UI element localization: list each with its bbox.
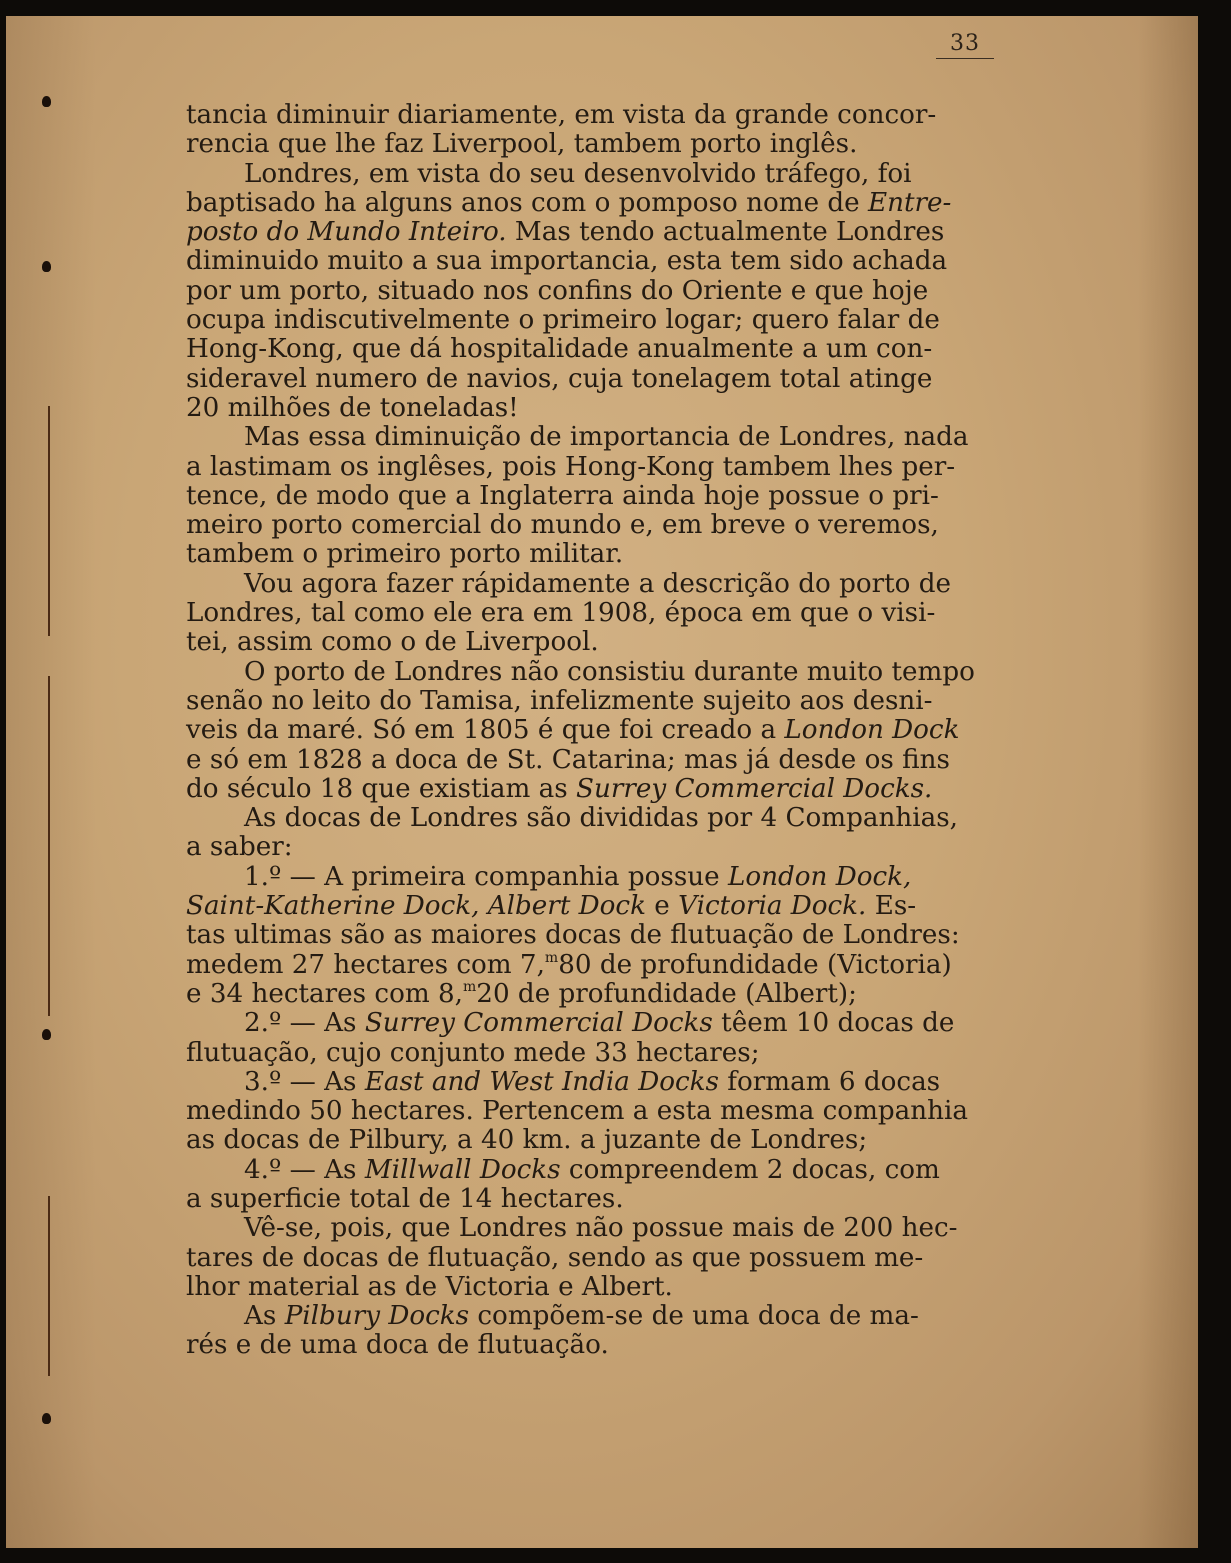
text-line: Hong-Kong, que dá hospitalidade anualmente a um con-: [186, 334, 933, 365]
text-line: Saint-Katherine Dock, Albert Dock e Victoria Dock. Es-: [186, 891, 917, 922]
text-line: meiro porto comercial do mundo e, em breve o veremos,: [186, 510, 939, 541]
binding-thread: [48, 1196, 50, 1376]
text-line: as docas de Pilbury, a 40 km. a juzante de Londres;: [186, 1125, 868, 1156]
page-number: 33: [936, 31, 994, 59]
text-line: flutuação, cujo conjunto mede 33 hectares;: [186, 1037, 760, 1068]
text-line: 2.º — As Surrey Commercial Docks têem 10 docas de: [244, 1008, 955, 1039]
text-line: As Pilbury Docks compõem-se de uma doca de ma-: [244, 1301, 919, 1332]
text-line: Vou agora fazer rápidamente a descrição do porto de: [244, 568, 952, 599]
binding-thread: [48, 676, 50, 1016]
text-line: a lastimam os inglêses, pois Hong-Kong tambem lhes per-: [186, 451, 956, 482]
text-line: senão no leito do Tamisa, infelizmente sujeito aos desni-: [186, 685, 933, 716]
text-line: e 34 hectares com 8,$^m$20 de profundidade (Albert);: [186, 978, 857, 1009]
page-right-shadow: [1138, 16, 1198, 1548]
body-text: [186, 101, 994, 1361]
page-left-shadow: [6, 16, 96, 1548]
binding-pin: [42, 261, 51, 272]
book-page: [6, 16, 1198, 1548]
text-line: As docas de Londres são divididas por 4 Companhias,: [244, 803, 958, 834]
text-line: a superficie total de 14 hectares.: [186, 1183, 624, 1214]
text-line: rencia que lhe faz Liverpool, tambem porto inglês.: [186, 129, 858, 160]
binding-pin: [42, 96, 51, 107]
text-line: e só em 1828 a doca de St. Catarina; mas já desde os fins: [186, 744, 950, 775]
text-line: O porto de Londres não consistiu durante muito tempo: [244, 656, 975, 687]
text-line: por um porto, situado nos confins do Oriente e que hoje: [186, 275, 929, 306]
text-line: ocupa indiscutivelmente o primeiro logar; quero falar de: [186, 305, 940, 336]
text-line: veis da maré. Só em 1805 é que foi creado a London Dock: [186, 715, 960, 746]
text-line: 4.º — As Millwall Docks compreendem 2 docas, com: [244, 1154, 940, 1185]
text-line: tancia diminuir diariamente, em vista da grande concor-: [186, 100, 937, 130]
text-line: tares de docas de flutuação, sendo as que possuem me-: [186, 1242, 924, 1273]
text-line: Londres, tal como ele era em 1908, época em que o visi-: [186, 598, 936, 629]
text-line: medem 27 hectares com 7,$^m$80 de profundidade (Victoria): [186, 949, 952, 980]
text-line: tambem o primeiro porto militar.: [186, 539, 624, 570]
text-line: sideravel numero de navios, cuja tonelagem total atinge: [186, 363, 933, 394]
text-line: a saber:: [186, 832, 293, 863]
text-line: Vê-se, pois, que Londres não possue mais de 200 hec-: [244, 1213, 958, 1244]
text-line: 1.º — A primeira companhia possue London Dock,: [244, 861, 912, 892]
text-line: tence, de modo que a Inglaterra ainda hoje possue o pri-: [186, 480, 939, 511]
text-line: lhor material as de Victoria e Albert.: [186, 1271, 673, 1302]
text-line: tas ultimas são as maiores docas de flutuação de Londres:: [186, 920, 960, 951]
text-line: posto do Mundo Inteiro. Mas tendo actualmente Londres: [186, 217, 945, 248]
binding-pin: [42, 1029, 51, 1040]
text-line: baptisado ha alguns anos com o pomposo nome de Entre-: [186, 187, 952, 218]
text-line: Mas essa diminuição de importancia de Londres, nada: [244, 422, 969, 453]
text-line: 3.º — As East and West India Docks formam 6 docas: [244, 1066, 941, 1097]
text-line: Londres, em vista do seu desenvolvido tráfego, foi: [244, 158, 912, 189]
binding-thread: [48, 406, 50, 636]
text-line: 20 milhões de toneladas!: [186, 392, 519, 423]
text-line: medindo 50 hectares. Pertencem a esta mesma companhia: [186, 1096, 969, 1127]
text-line: diminuido muito a sua importancia, esta tem sido achada: [186, 246, 948, 277]
text-line: do século 18 que existiam as Surrey Commercial Docks.: [186, 773, 933, 804]
text-line: tei, assim como o de Liverpool.: [186, 627, 599, 658]
text-line: rés e de uma doca de flutuação.: [186, 1330, 609, 1361]
binding-pin: [42, 1413, 51, 1424]
